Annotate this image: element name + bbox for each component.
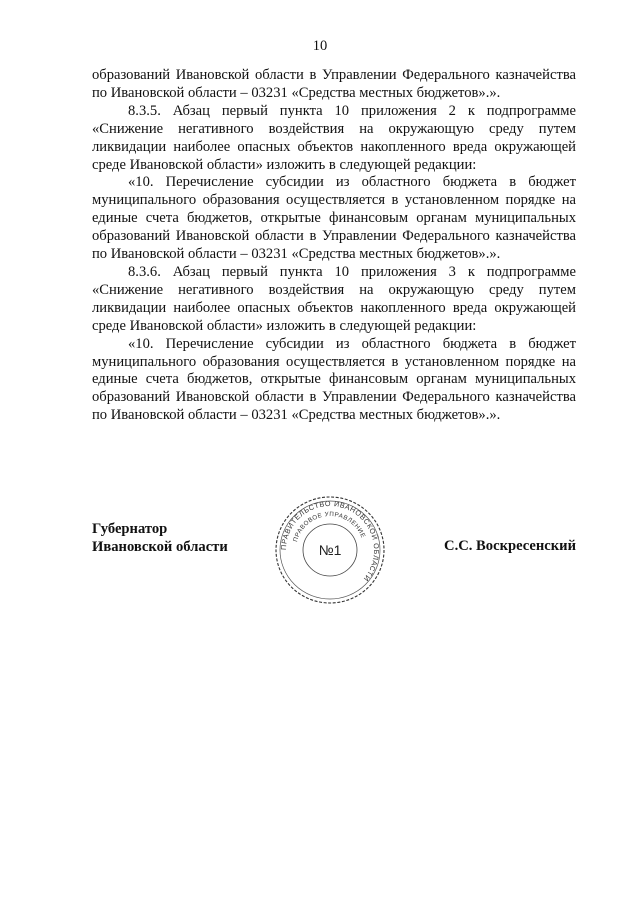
seal-number: №1 [318,542,342,558]
signature-block [92,495,576,615]
signer-position [92,520,228,556]
document-body [92,67,576,425]
page-number: 10 [312,38,328,54]
paragraph-item-8-3-6: 8.3.6. Абзац первый пункта 10 приложения 3 к подпрограмме «Снижение негативного воздействия на окружающую среду путем ликвидации наиболее опасных объектов накопленного вреда окружающей среде Ивановской области» изложить в следующей редакции: [92,263,576,334]
paragraph-quoted-amendment: «10. Перечисление субсидии из областного бюджета в бюджет муниципального образования осуществляется в установленном порядке на единые счета бюджетов, открытые финансовым органам муниципальных образований Ивановской области в Управлении Федерального казначейства по Ивановской области – 03231 «Средства местных бюджетов».». [92,335,576,424]
paragraph-item-8-3-5: 8.3.5. Абзац первый пункта 10 приложения 2 к подпрограмме «Снижение негативного воздействия на окружающую среду путем ликвидации наиболее опасных объектов накопленного вреда окружающей среде Ивановской области» изложить в следующей редакции: [92,102,576,173]
seal-outer-text: ПРАВИТЕЛЬСТВО ИВАНОВСКОЙ ОБЛАСТИ [278,498,382,584]
paragraph-quoted-amendment: «10. Перечисление субсидии из областного бюджета в бюджет муниципального образования осуществляется в установленном порядке на единые счета бюджетов, открытые финансовым органам муниципальных образований Ивановской области в Управлении Федерального казначейства по Ивановской области – 03231 «Средства местных бюджетов».». [92,174,576,263]
official-seal-stamp [270,495,390,605]
signer-position-line1: Губернатор [92,521,168,537]
signer-name: С.С. Воскресенский [444,538,576,554]
signer-position-line2: Ивановской области [92,539,228,555]
seal-inner-text: ПРАВОВОЕ УПРАВЛЕНИЕ [292,510,367,543]
paragraph-continuation: образований Ивановской области в Управлении Федерального казначейства по Ивановской области – 03231 «Средства местных бюджетов».». [92,67,576,101]
